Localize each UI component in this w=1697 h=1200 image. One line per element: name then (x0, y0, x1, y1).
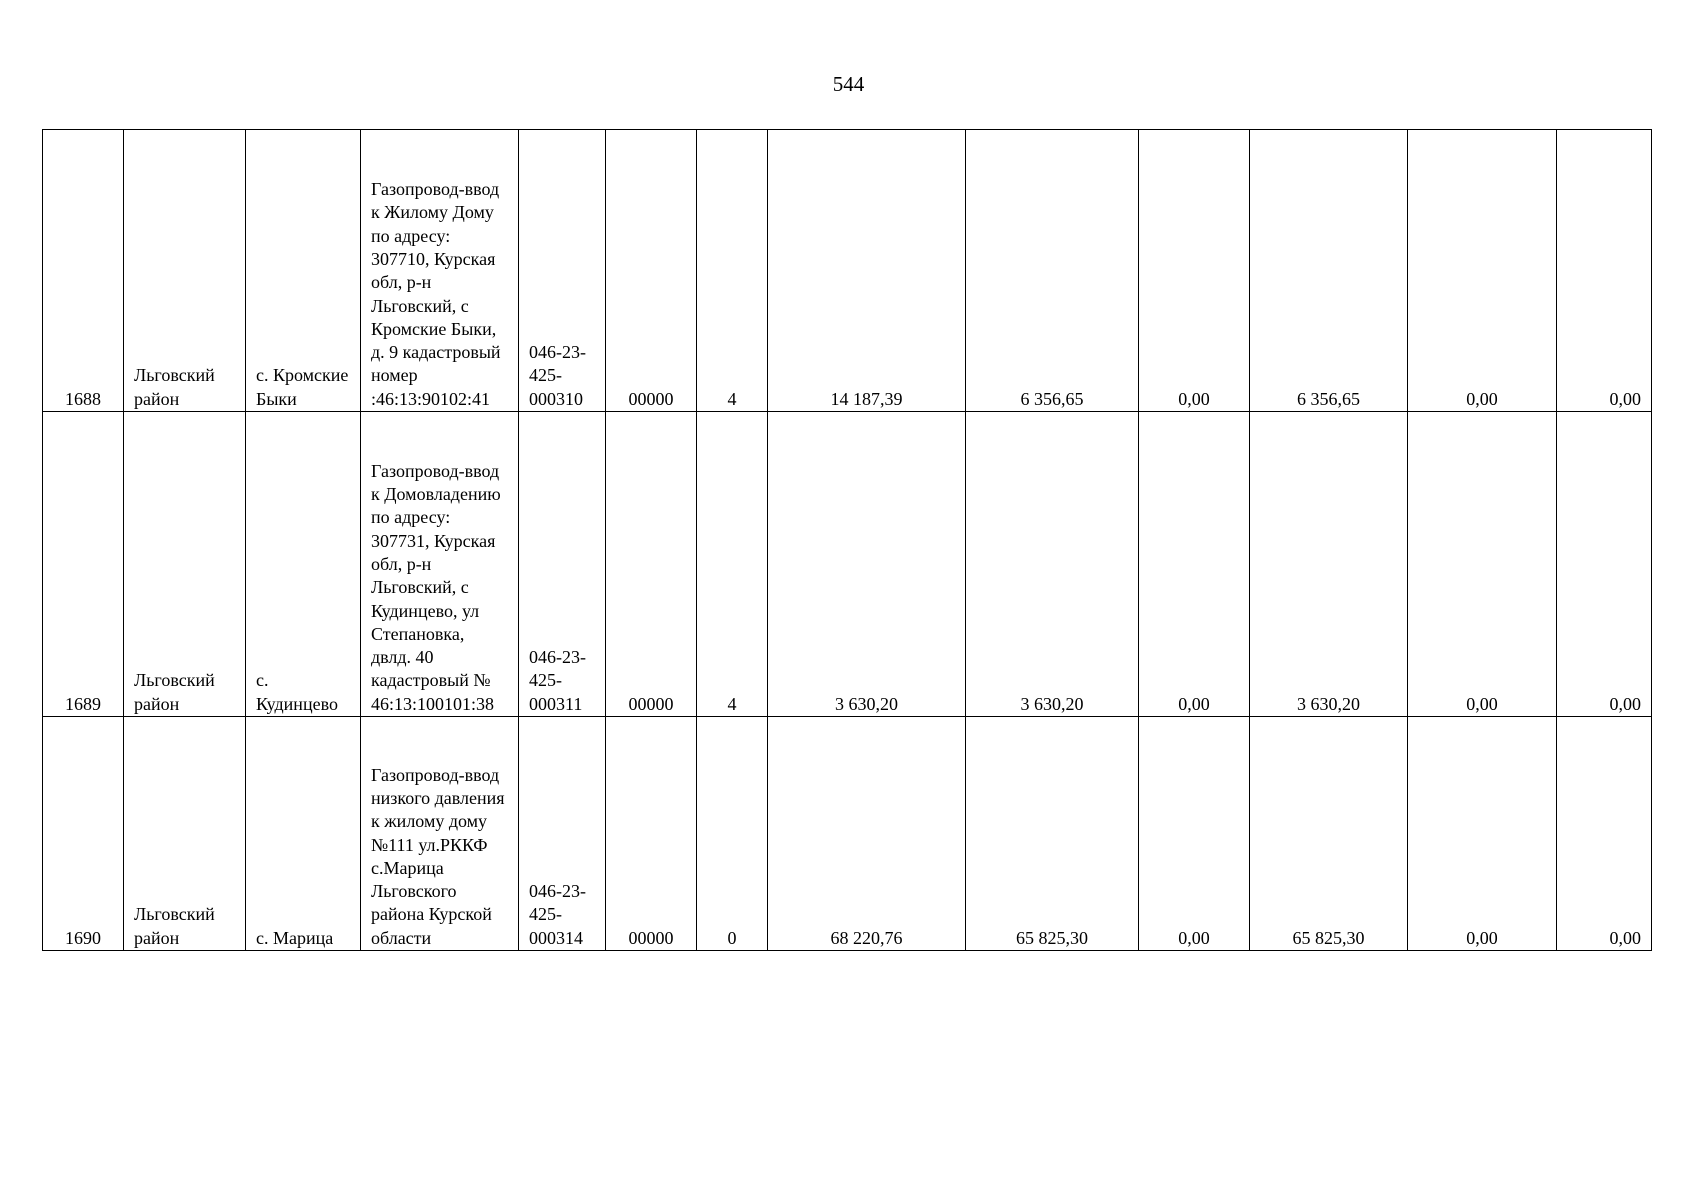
value-cell-4: 65 825,30 (1250, 717, 1408, 951)
row-number: 1690 (43, 717, 124, 951)
value-cell-1: 14 187,39 (768, 130, 966, 412)
settlement-cell: с. Марица (246, 717, 361, 951)
value-cell-4: 3 630,20 (1250, 412, 1408, 717)
value-cell-2: 6 356,65 (966, 130, 1139, 412)
value-cell-1: 68 220,76 (768, 717, 966, 951)
district-cell: Льговский район (124, 717, 246, 951)
value-cell-3: 0,00 (1139, 717, 1250, 951)
district-cell: Льговский район (124, 412, 246, 717)
value-cell-3: 0,00 (1139, 130, 1250, 412)
value-cell-3: 0,00 (1139, 412, 1250, 717)
count-cell: 4 (697, 412, 768, 717)
value-cell-5: 0,00 (1408, 717, 1557, 951)
value-cell-5: 0,00 (1408, 412, 1557, 717)
value-cell-1: 3 630,20 (768, 412, 966, 717)
value-cell-6: 0,00 (1557, 130, 1652, 412)
row-number: 1688 (43, 130, 124, 412)
value-cell-6: 0,00 (1557, 717, 1652, 951)
registry-number-cell: 046-23-425-000314 (519, 717, 606, 951)
value-cell-2: 65 825,30 (966, 717, 1139, 951)
table-row (43, 412, 1652, 717)
count-cell: 4 (697, 130, 768, 412)
value-cell-4: 6 356,65 (1250, 130, 1408, 412)
code-cell: 00000 (606, 412, 697, 717)
settlement-cell: с. Кудинцево (246, 412, 361, 717)
count-cell: 0 (697, 717, 768, 951)
district-cell: Льговский район (124, 130, 246, 412)
object-name-cell: Газопровод-ввод к Домовладению по адресу: 307731, Курская обл, р-н Льговский, с Кудинцево, ул Степановка, двлд. 40 кадастровый № 46:13:100101:38 (361, 412, 519, 717)
code-cell: 00000 (606, 130, 697, 412)
value-cell-2: 3 630,20 (966, 412, 1139, 717)
page-number: 544 (832, 72, 865, 96)
value-cell-5: 0,00 (1408, 130, 1557, 412)
object-name-cell: Газопровод-ввод к Жилому Дому по адресу: 307710, Курская обл, р-н Льговский, с Кромские Быки, д. 9 кадастровый номер :46:13:90102:41 (361, 130, 519, 412)
table-row (43, 717, 1652, 951)
object-name-cell: Газопровод-ввод низкого давления к жилому дому №111 ул.РККФ с.Марица Льговского района Курской области (361, 717, 519, 951)
settlement-cell: с. Кромские Быки (246, 130, 361, 412)
row-number: 1689 (43, 412, 124, 717)
table-row (43, 130, 1652, 412)
code-cell: 00000 (606, 717, 697, 951)
value-cell-6: 0,00 (1557, 412, 1652, 717)
registry-number-cell: 046-23-425-000310 (519, 130, 606, 412)
registry-number-cell: 046-23-425-000311 (519, 412, 606, 717)
registry-table (42, 129, 1652, 951)
